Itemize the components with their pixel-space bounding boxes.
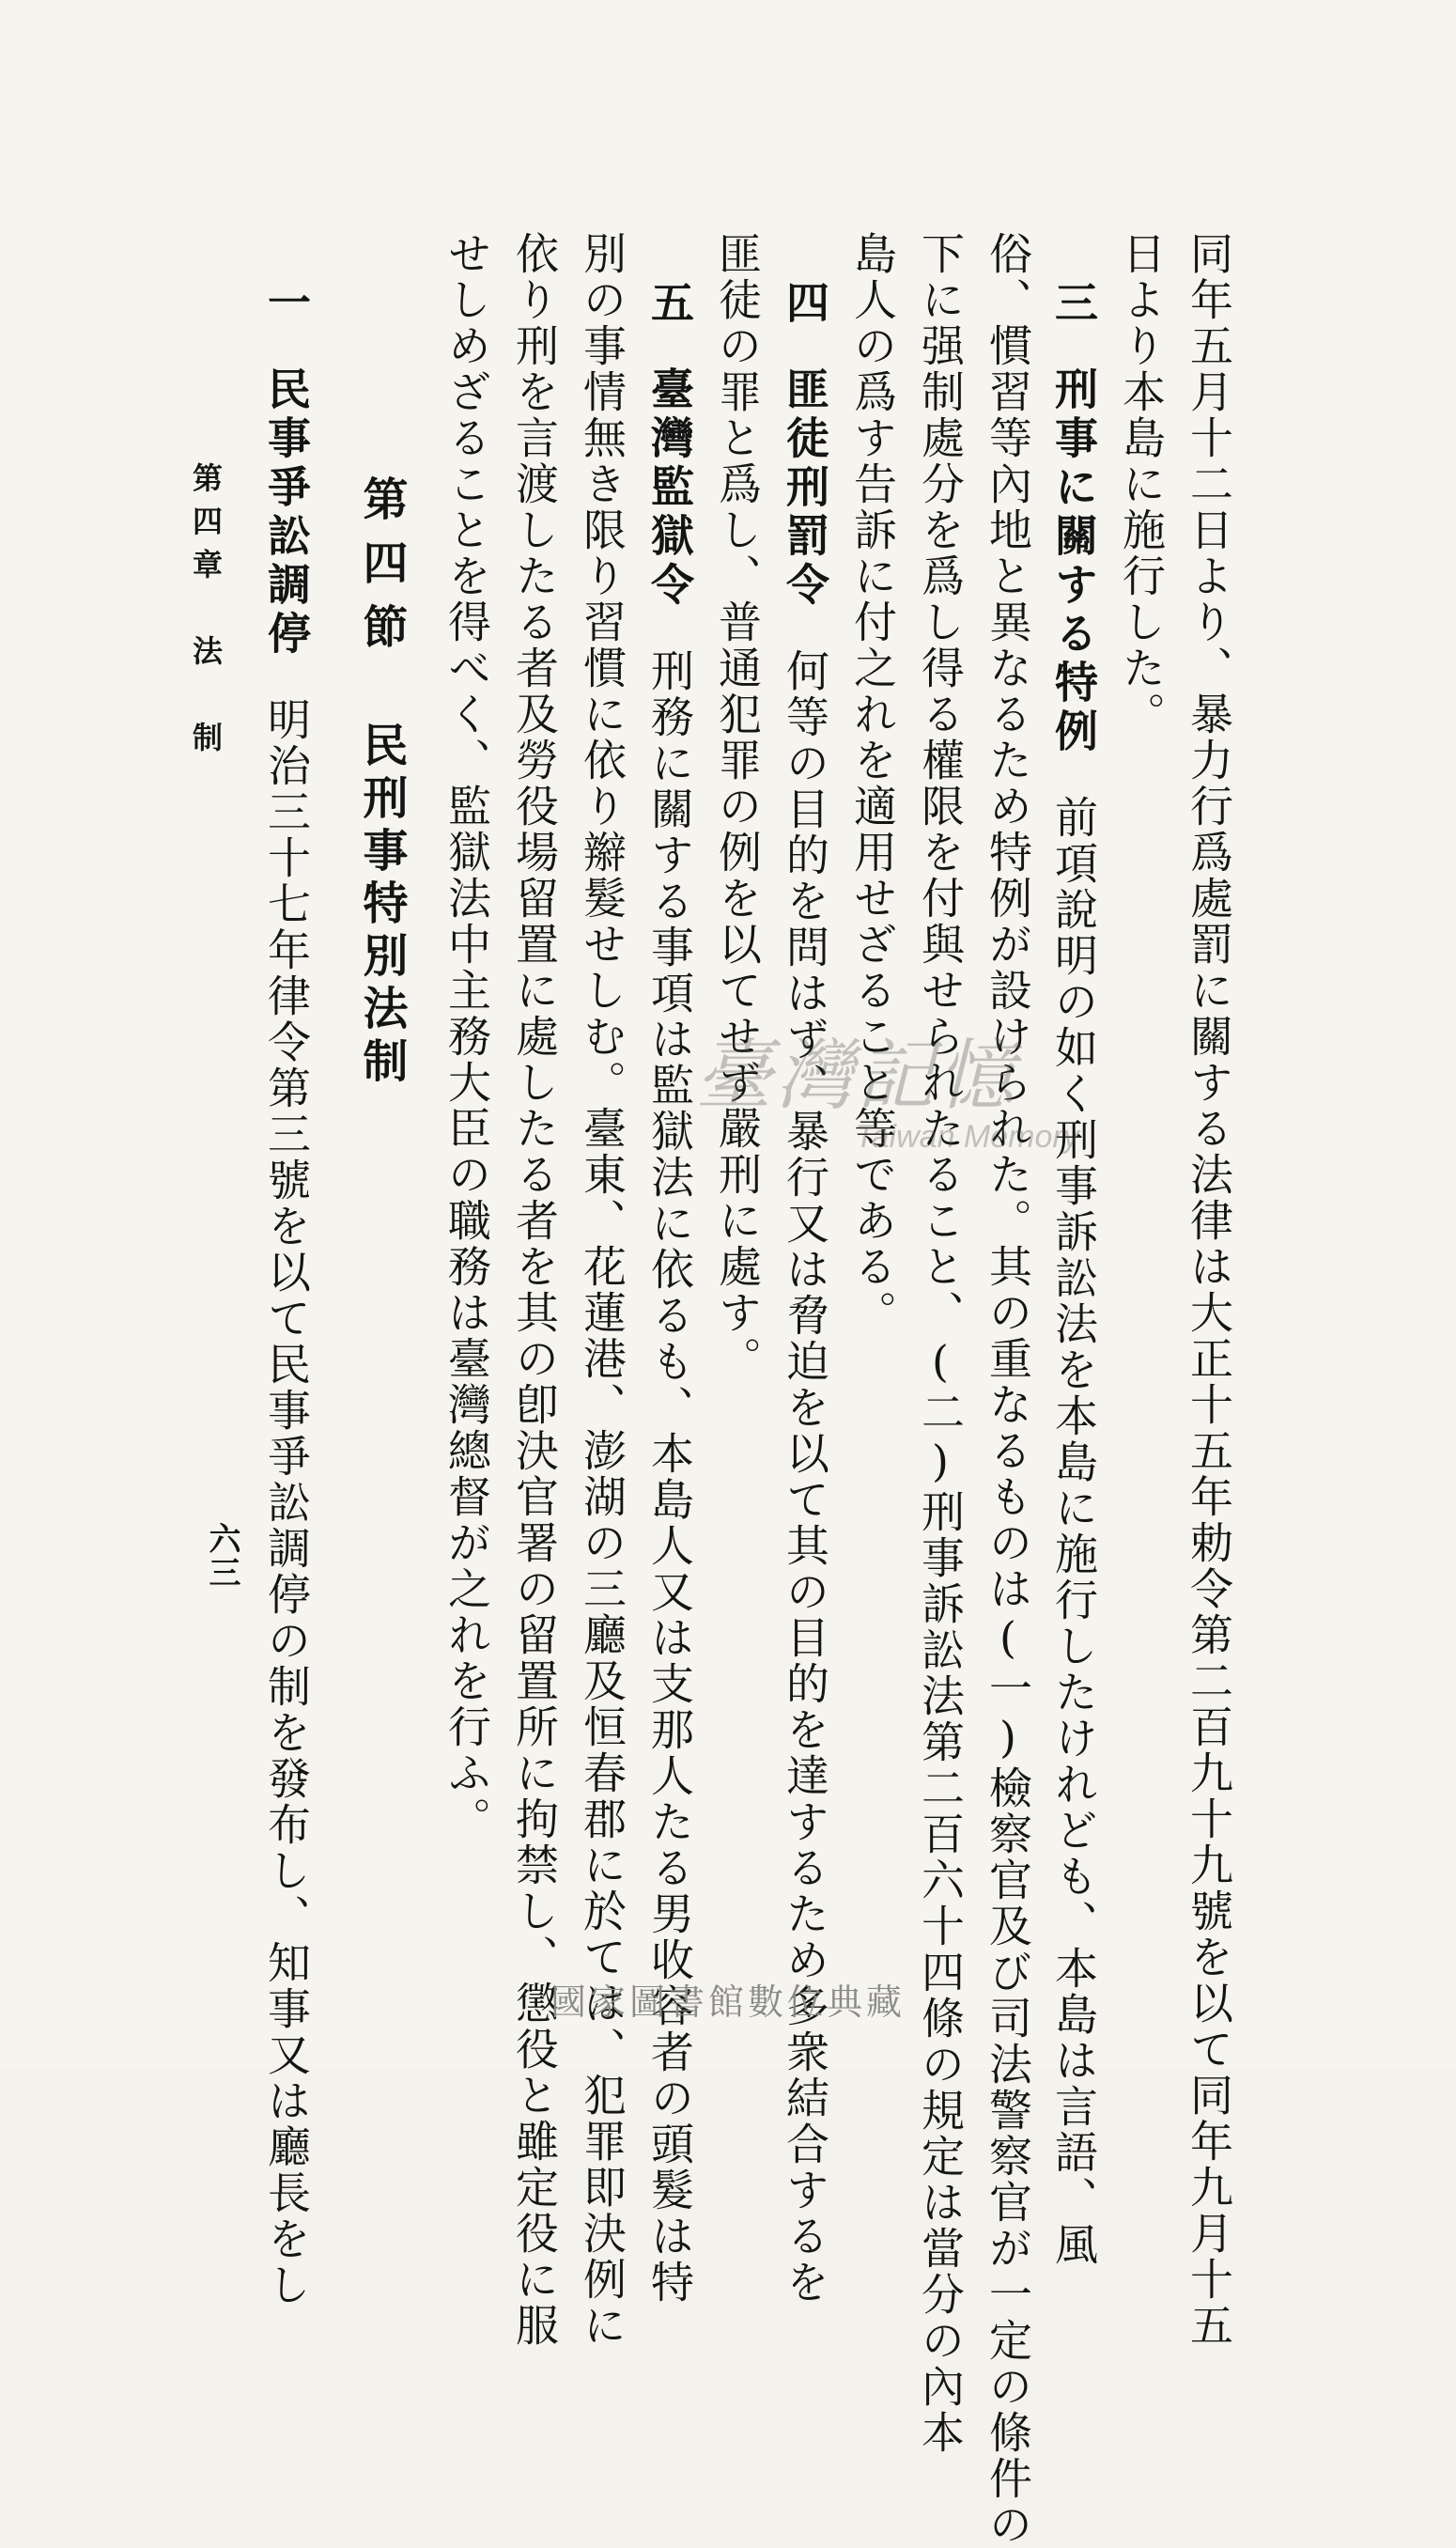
text-column	[441, 231, 492, 1842]
item-text: 刑務に關する事項は監獄法に依るも、本島人又は支那人たる男收容者の頭髮は特	[644, 648, 695, 2306]
text-column	[1184, 231, 1234, 2349]
item-number: 三	[1048, 280, 1099, 329]
section-item-column	[1048, 280, 1099, 2268]
column-text: 別の事情無き限り習慣に依り辮髮せしむ。臺東、花蓮港、澎湖の三廳及恒春郡に於ては、犯罪即決例に	[577, 231, 627, 2349]
column-text: 下に强制處分を爲し得る權限を付與せられたること、(二)刑事訴訟法第二百六十四條の規定は當分の內本	[915, 231, 966, 2456]
item-heading: 刑事に關する特例	[1048, 366, 1099, 757]
item-number: 四	[780, 280, 830, 329]
text-column	[1116, 231, 1167, 738]
item-text: 前項說明の如く刑事訴訟法を本島に施行したけれども、本島は言語、風	[1048, 795, 1099, 2268]
text-column	[509, 231, 560, 2349]
text-column	[577, 231, 627, 2349]
footer-text: 國家圖書館數位典藏	[550, 1981, 906, 2023]
text-column	[983, 231, 1033, 2548]
column-text: 同年五月十二日より、暴力行爲處罰に關する法律は大正十五年勅令第二百九十九號を以て同年九月十五	[1184, 231, 1234, 2349]
item-number: 五	[644, 280, 695, 329]
item-heading: 民事爭訟調停	[261, 366, 312, 660]
column-text: 日より本島に施行した。	[1116, 231, 1167, 738]
item-text: 何等の目的を問はず、暴行又は脅迫を以て其の目的を達するため多衆結合するを	[780, 648, 830, 2306]
running-header: 第四章 法 制	[188, 462, 224, 765]
item-heading: 匪徒刑罰令	[780, 366, 830, 611]
page-number: 六三	[203, 1522, 240, 1590]
text-column	[915, 231, 966, 2456]
column-text: 俗、慣習等內地と異なるため特例が設けられた。其の重なるものは(一)檢察官及び司法警察官が一定の條件の	[983, 231, 1033, 2548]
watermark-main: 臺灣記憶	[695, 1032, 1018, 1121]
column-text: 匪徒の罪と爲し、普通犯罪の例を以てせず嚴刑に處す。	[712, 231, 763, 1382]
column-text: せしめざることを得べく、監獄法中主務大臣の職務は臺灣總督が之れを行ふ。	[441, 231, 492, 1842]
text-column	[847, 231, 898, 1336]
text-column	[712, 231, 763, 1382]
column-text: 島人の爲す告訴に付之れを適用せざること等である。	[847, 231, 898, 1336]
section-title: 民刑事特別法制	[355, 722, 408, 1090]
watermark-sub: Taiwan Memory	[855, 1119, 1079, 1155]
section-heading-column	[355, 475, 408, 1090]
item-heading: 臺灣監獄令	[644, 366, 695, 611]
section-number: 第四節	[355, 475, 408, 667]
column-text: 依り刑を言渡したる者及勞役場留置に處したる者を其の卽決官署の留置所に拘禁し、懲役と雖定役に服	[509, 231, 560, 2349]
item-number: 一	[261, 280, 312, 329]
item-text: 明治三十七年律令第三號を以て民事爭訟調停の制を發布し、知事又は廳長をし	[261, 697, 312, 2308]
